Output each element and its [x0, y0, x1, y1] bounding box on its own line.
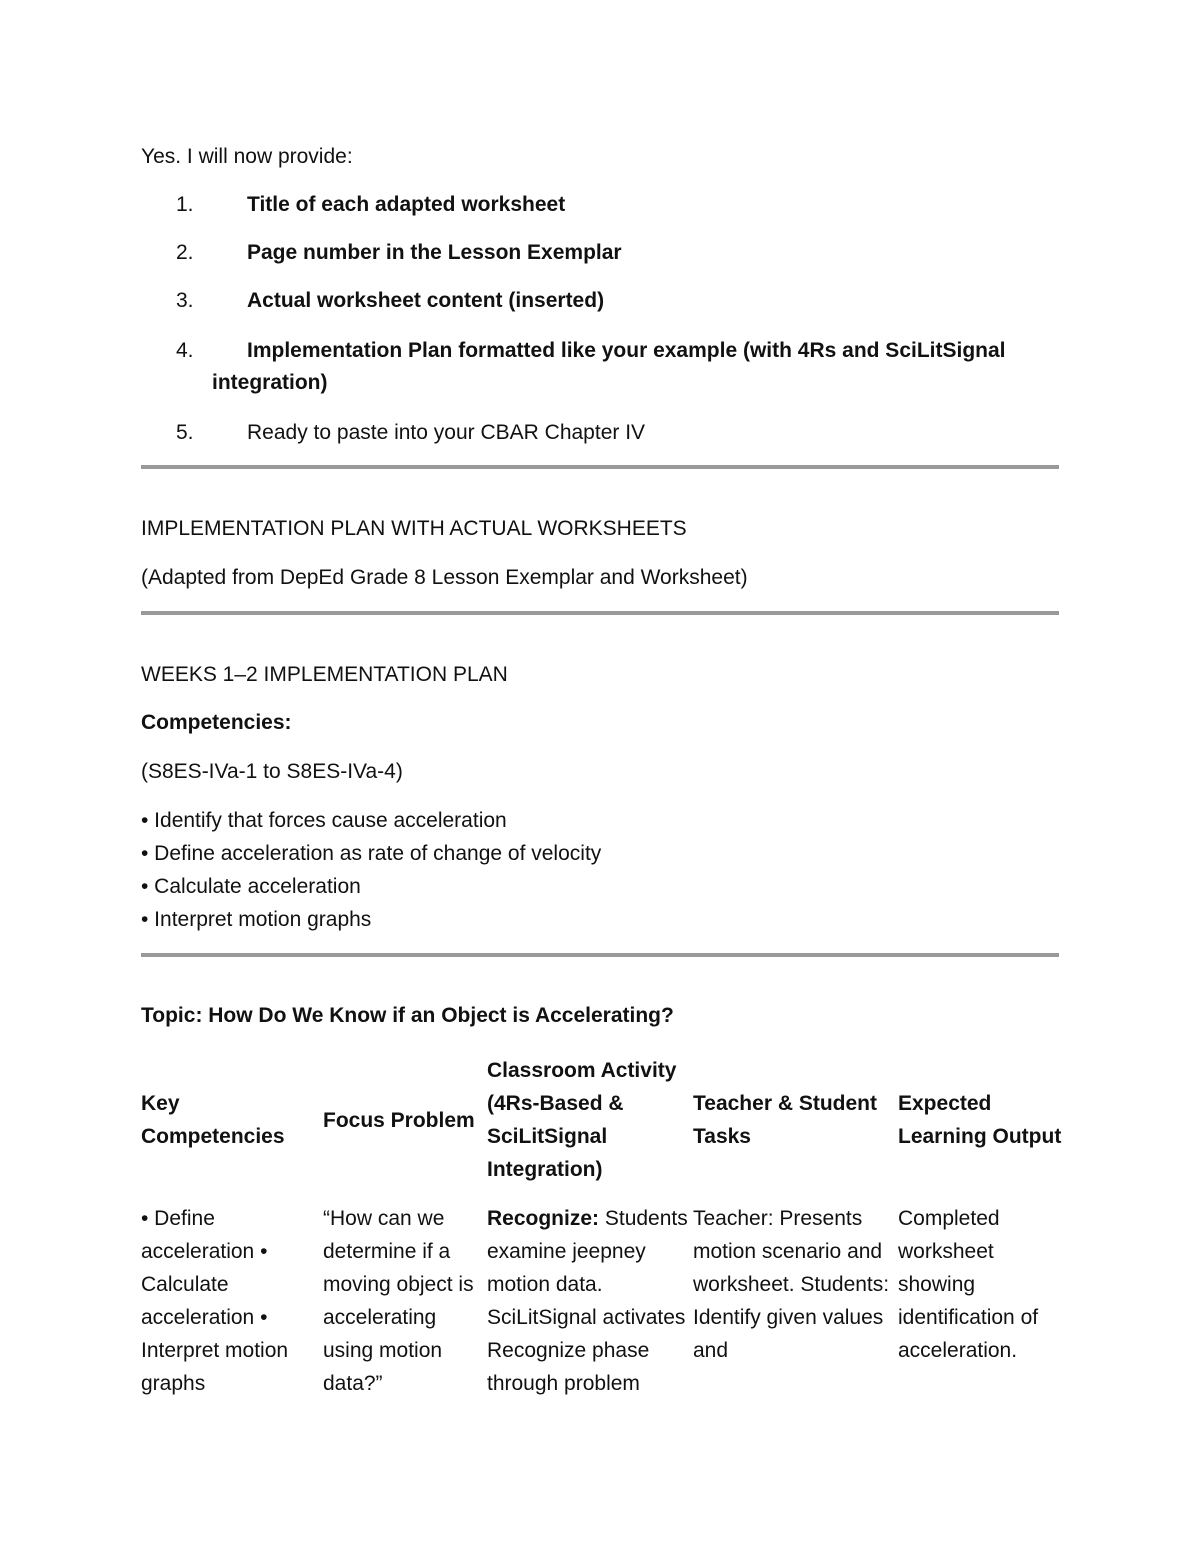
list-number: 5.: [176, 421, 194, 444]
header-learning-output: Expected Learning Output: [898, 1092, 1062, 1148]
list-number: 2.: [176, 241, 194, 264]
intro-text: Yes. I will now provide:: [141, 145, 353, 168]
list-item: [0, 238, 1200, 268]
list-text: Ready to paste into your CBAR Chapter IV: [247, 421, 646, 444]
topic-heading: Topic: How Do We Know if an Object is Accelerating?: [141, 1004, 674, 1027]
list-item: • Identify that forces cause acceleration: [141, 809, 507, 832]
horizontal-rule: [141, 953, 1059, 957]
section-title: IMPLEMENTATION PLAN WITH ACTUAL WORKSHEETS: [141, 517, 687, 540]
list-item: • Define acceleration as rate of change of velocity: [141, 842, 602, 865]
implementation-table: [141, 1052, 1071, 1400]
cell-competencies: • Define acceleration • Calculate acceleration • Interpret motion graphs: [141, 1207, 289, 1395]
header-classroom-activity: Classroom Activity (4Rs-Based & SciLitSignal Integration): [487, 1059, 677, 1181]
competency-codes: (S8ES-IVa-1 to S8ES-IVa-4): [141, 760, 403, 783]
header-tasks: Teacher & Student Tasks: [693, 1092, 877, 1148]
horizontal-rule: [141, 611, 1059, 615]
list-text: Actual worksheet content (inserted): [247, 289, 605, 312]
horizontal-rule: [141, 465, 1059, 469]
section-subtitle: (Adapted from DepEd Grade 8 Lesson Exemplar and Worksheet): [141, 566, 748, 589]
list-number: 4.: [176, 339, 194, 362]
activity-label: Recognize:: [487, 1207, 600, 1230]
list-text: Implementation Plan formatted like your example (with 4Rs and SciLitSignal: [247, 339, 1006, 362]
list-item: [0, 418, 1200, 448]
list-number: 3.: [176, 289, 194, 312]
cell-output: Completed worksheet showing identification of acceleration.: [898, 1207, 1039, 1362]
header-key-competencies: Key Competencies: [141, 1092, 285, 1148]
weeks-title: WEEKS 1–2 IMPLEMENTATION PLAN: [141, 663, 508, 686]
header-focus-problem: Focus Problem: [323, 1108, 475, 1132]
list-text: Page number in the Lesson Exemplar: [247, 241, 622, 264]
table-header-row: [141, 1052, 1071, 1188]
list-item: • Calculate acceleration: [141, 875, 361, 898]
list-item: [0, 335, 1200, 399]
cell-focus-problem: “How can we determine if a moving object is accelerating using motion data?”: [323, 1207, 474, 1395]
cell-tasks: Teacher: Presents motion scenario and worksheet. Students: Identify given values and: [693, 1207, 890, 1362]
list-text-continued: integration): [212, 371, 328, 394]
list-item: [0, 190, 1200, 220]
cell-activity: [487, 1188, 693, 1400]
competencies-label: Competencies:: [141, 711, 292, 734]
list-number: 1.: [176, 193, 194, 216]
list-item: [0, 286, 1200, 316]
activity-text: Students examine jeepney motion data. SciLitSignal activates Recognize phase through problem: [487, 1207, 688, 1395]
list-text: Title of each adapted worksheet: [247, 193, 566, 216]
list-item: • Interpret motion graphs: [141, 908, 372, 931]
table-row: [141, 1188, 1071, 1400]
